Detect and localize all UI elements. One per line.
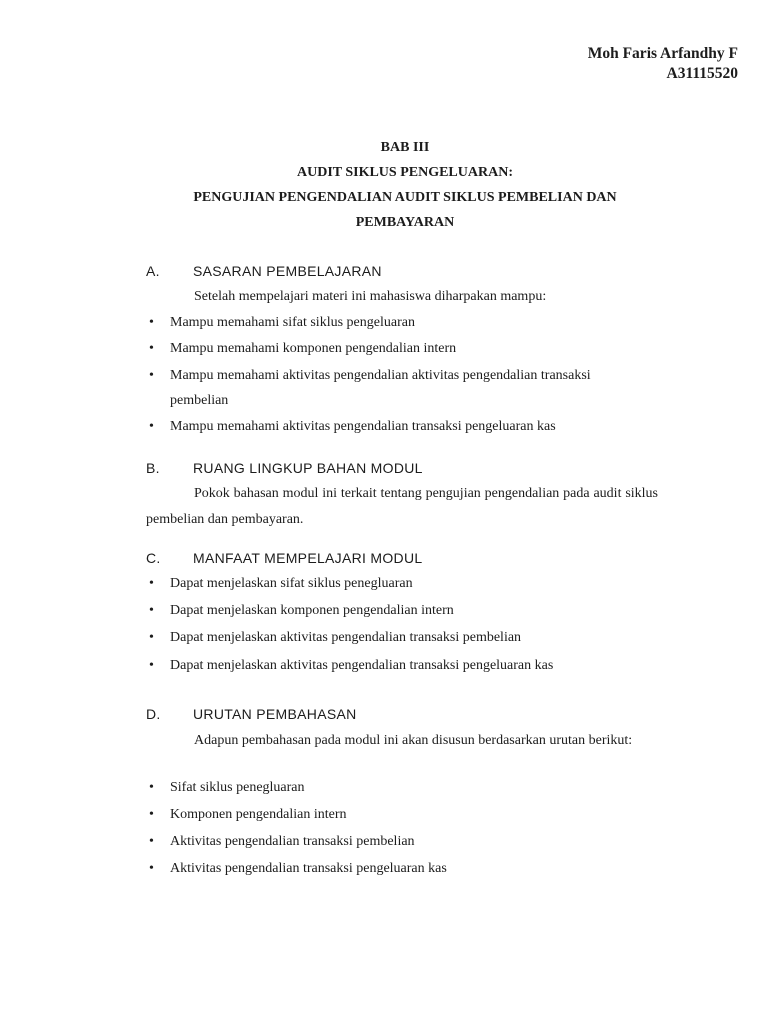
chapter-subtitle: AUDIT SIKLUS PENGELUARAN: xyxy=(296,165,513,180)
bullet-icon: • xyxy=(149,834,154,849)
author-nim: A31115520 xyxy=(666,65,738,82)
list-item: • Dapat menjelaskan sifat siklus penegluaran xyxy=(149,576,413,591)
bullet-icon: • xyxy=(149,658,154,673)
list-item: • Mampu memahami aktivitas pengendalian transaksi pengeluaran kas xyxy=(149,419,556,434)
section-d-title: URUTAN PEMBAHASAN xyxy=(193,706,357,722)
list-item: • Mampu memahami sifat siklus pengeluaran xyxy=(149,315,415,330)
author-name: Moh Faris Arfandhy F xyxy=(587,45,738,62)
section-a-list xyxy=(146,315,658,445)
chapter-title xyxy=(140,135,670,235)
section-a-letter: A. xyxy=(146,263,160,279)
section-c-letter: C. xyxy=(146,550,161,566)
bullet-icon: • xyxy=(149,630,154,645)
bullet-icon: • xyxy=(149,315,154,330)
bullet-icon: • xyxy=(149,368,154,383)
section-d-heading xyxy=(146,706,357,722)
bullet-icon: • xyxy=(149,419,154,434)
section-b-letter: B. xyxy=(146,460,160,476)
list-item: • Aktivitas pengendalian transaksi pembelian xyxy=(149,834,415,849)
section-d-list xyxy=(146,780,658,887)
section-b-paragraph: Pokok bahasan modul ini terkait tentang pengujian pengendalian pada audit siklus pembelian dan pembayaran. xyxy=(146,486,658,527)
list-item: • Sifat siklus penegluaran xyxy=(149,780,305,795)
bullet-icon: • xyxy=(149,861,154,876)
list-item: • Mampu memahami aktivitas pengendalian aktivitas pengendalian transaksi xyxy=(149,368,591,383)
list-item: • Komponen pengendalian intern xyxy=(149,807,347,822)
section-b-heading xyxy=(146,460,423,476)
section-d-letter: D. xyxy=(146,706,161,722)
bullet-icon: • xyxy=(149,576,154,591)
bullet-icon: • xyxy=(149,341,154,356)
section-d-paragraph: Adapun pembahasan pada modul ini akan disusun berdasarkan urutan berikut: xyxy=(194,733,633,748)
list-item: • Dapat menjelaskan aktivitas pengendalian transaksi pembelian xyxy=(149,630,522,645)
bullet-icon: • xyxy=(149,780,154,795)
section-c-title: MANFAAT MEMPELAJARI MODUL xyxy=(193,550,423,566)
chapter-topic-line1: PENGUJIAN PENGENDALIAN AUDIT SIKLUS PEMBELIAN DAN xyxy=(193,190,617,205)
section-a-title: SASARAN PEMBELAJARAN xyxy=(193,263,382,279)
bullet-icon: • xyxy=(149,603,154,618)
author-header xyxy=(588,44,738,84)
section-a-intro: Setelah mempelajari materi ini mahasiswa diharpakan mampu: xyxy=(194,289,547,304)
list-item: • Mampu memahami komponen pengendalian intern xyxy=(149,341,457,356)
chapter-number: BAB III xyxy=(380,140,430,155)
section-c-list xyxy=(146,576,658,684)
section-c-heading xyxy=(146,550,422,566)
list-item-continuation: pembelian xyxy=(170,393,229,408)
section-a-heading xyxy=(146,263,382,279)
bullet-icon: • xyxy=(149,807,154,822)
list-item: • Aktivitas pengendalian transaksi pengeluaran kas xyxy=(149,861,447,876)
section-b-title: RUANG LINGKUP BAHAN MODUL xyxy=(193,460,423,476)
list-item: • Dapat menjelaskan komponen pengendalian intern xyxy=(149,603,454,618)
list-item: • Dapat menjelaskan aktivitas pengendalian transaksi pengeluaran kas xyxy=(149,658,554,673)
chapter-topic-line2: PEMBAYARAN xyxy=(355,215,455,230)
